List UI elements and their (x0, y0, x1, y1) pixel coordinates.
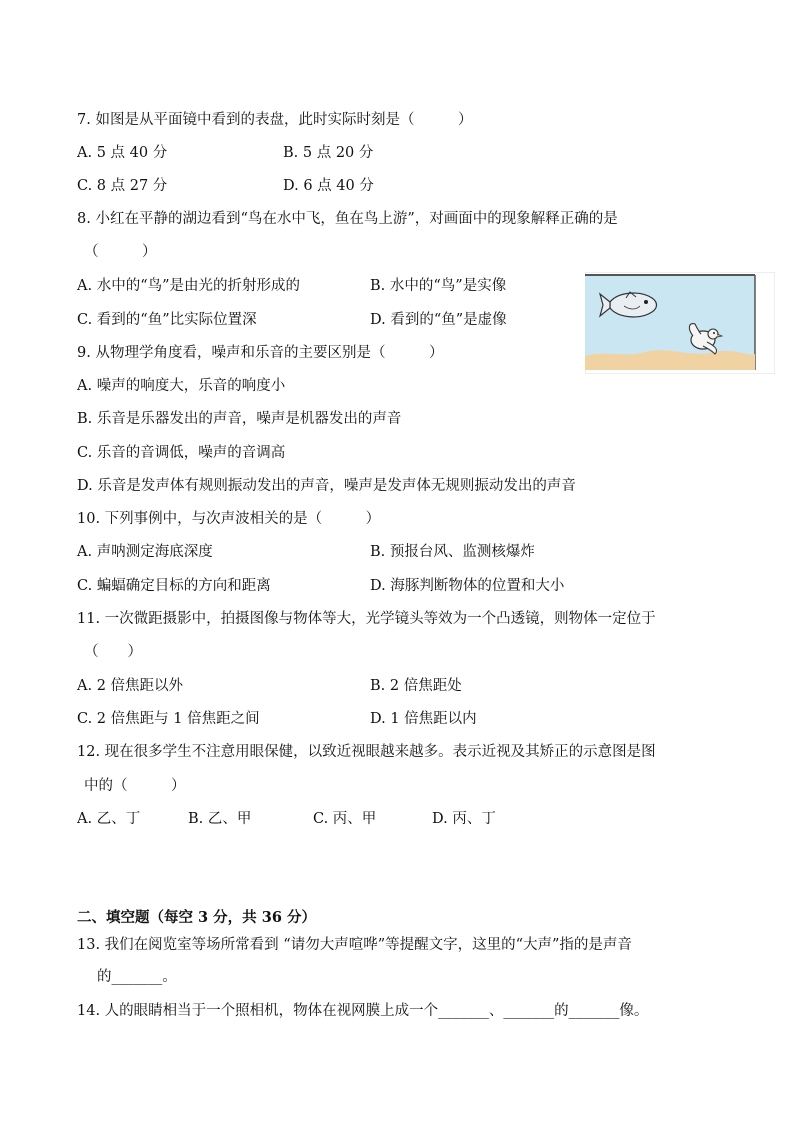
q7-option-a: A. 5 点 40 分 (77, 145, 168, 161)
q10-option-d: D. 海豚判断物体的位置和大小 (370, 578, 565, 594)
q7-option-b: B. 5 点 20 分 (283, 145, 374, 161)
q11-paren: （ ） (84, 644, 142, 660)
section-title-fill-blank: 二、填空题（每空 3 分，共 36 分） (77, 909, 316, 926)
q13-line1: 13. 我们在阅览室等场所常看到 “请勿大声喧哗”等提醒文字，这里的“大声”指的是声音 (77, 937, 632, 953)
q7-option-d: D. 6 点 40 分 (283, 178, 374, 194)
q9-option-b: B. 乐音是乐器发出的声音，噪声是机器发出的声音 (77, 411, 402, 427)
q12-option-c: C. 丙、甲 (313, 811, 377, 827)
q12-option-b: B. 乙、甲 (188, 811, 252, 827)
q11-option-d: D. 1 倍焦距以内 (370, 711, 477, 727)
q9-option-c: C. 乐音的音调低，噪声的音调高 (77, 445, 286, 461)
q10-option-b: B. 预报台风、监测核爆炸 (370, 544, 535, 560)
q9-stem: 9. 从物理学角度看，噪声和乐音的主要区别是（ ） (77, 345, 444, 361)
q7-option-c: C. 8 点 27 分 (77, 178, 168, 194)
q11-option-b: B. 2 倍焦距处 (370, 678, 462, 694)
q8-stem: 8. 小红在平静的湖边看到“鸟在水中飞，鱼在鸟上游”，对画面中的现象解释正确的是 (77, 211, 618, 227)
q11-option-a: A. 2 倍焦距以外 (77, 678, 184, 694)
q12-option-d: D. 丙、丁 (432, 811, 496, 827)
q8-option-a: A. 水中的“鸟”是由光的折射形成的 (77, 278, 301, 294)
q10-option-c: C. 蝙蝠确定目标的方向和距离 (77, 578, 271, 594)
q14-line: 14. 人的眼睛相当于一个照相机，物体在视网膜上成一个_______、_______的_______像。 (77, 1003, 649, 1019)
q12-stem: 12. 现在很多学生不注意用眼保健，以致近视眼越来越多。表示近视及其矫正的示意图是图 (77, 744, 656, 760)
q9-option-a: A. 噪声的响度大，乐音的响度小 (77, 378, 286, 394)
q10-stem: 10. 下列事例中，与次声波相关的是（ ） (77, 511, 381, 527)
q12-option-a: A. 乙、丁 (77, 811, 141, 827)
q7-stem: 7. 如图是从平面镜中看到的表盘，此时实际时刻是（ ） (77, 112, 473, 128)
bird-fish-lake-illustration (585, 272, 775, 374)
q12-stem-cont: 中的（ ） (84, 778, 186, 794)
q8-option-c: C. 看到的“鱼”比实际位置深 (77, 312, 257, 328)
q11-option-c: C. 2 倍焦距与 1 倍焦距之间 (77, 711, 260, 727)
q9-option-d: D. 乐音是发声体有规则振动发出的声音，噪声是发声体无规则振动发出的声音 (77, 478, 576, 494)
q8-option-b: B. 水中的“鸟”是实像 (370, 278, 507, 294)
q13-line2: 的_______。 (97, 969, 177, 985)
q8-option-d: D. 看到的“鱼”是虚像 (370, 312, 507, 328)
q10-option-a: A. 声呐测定海底深度 (77, 544, 213, 560)
q11-stem: 11. 一次微距摄影中，拍摄图像与物体等大，光学镜头等效为一个凸透镜，则物体一定位于 (77, 611, 656, 627)
q8-paren: （ ） (84, 244, 157, 260)
